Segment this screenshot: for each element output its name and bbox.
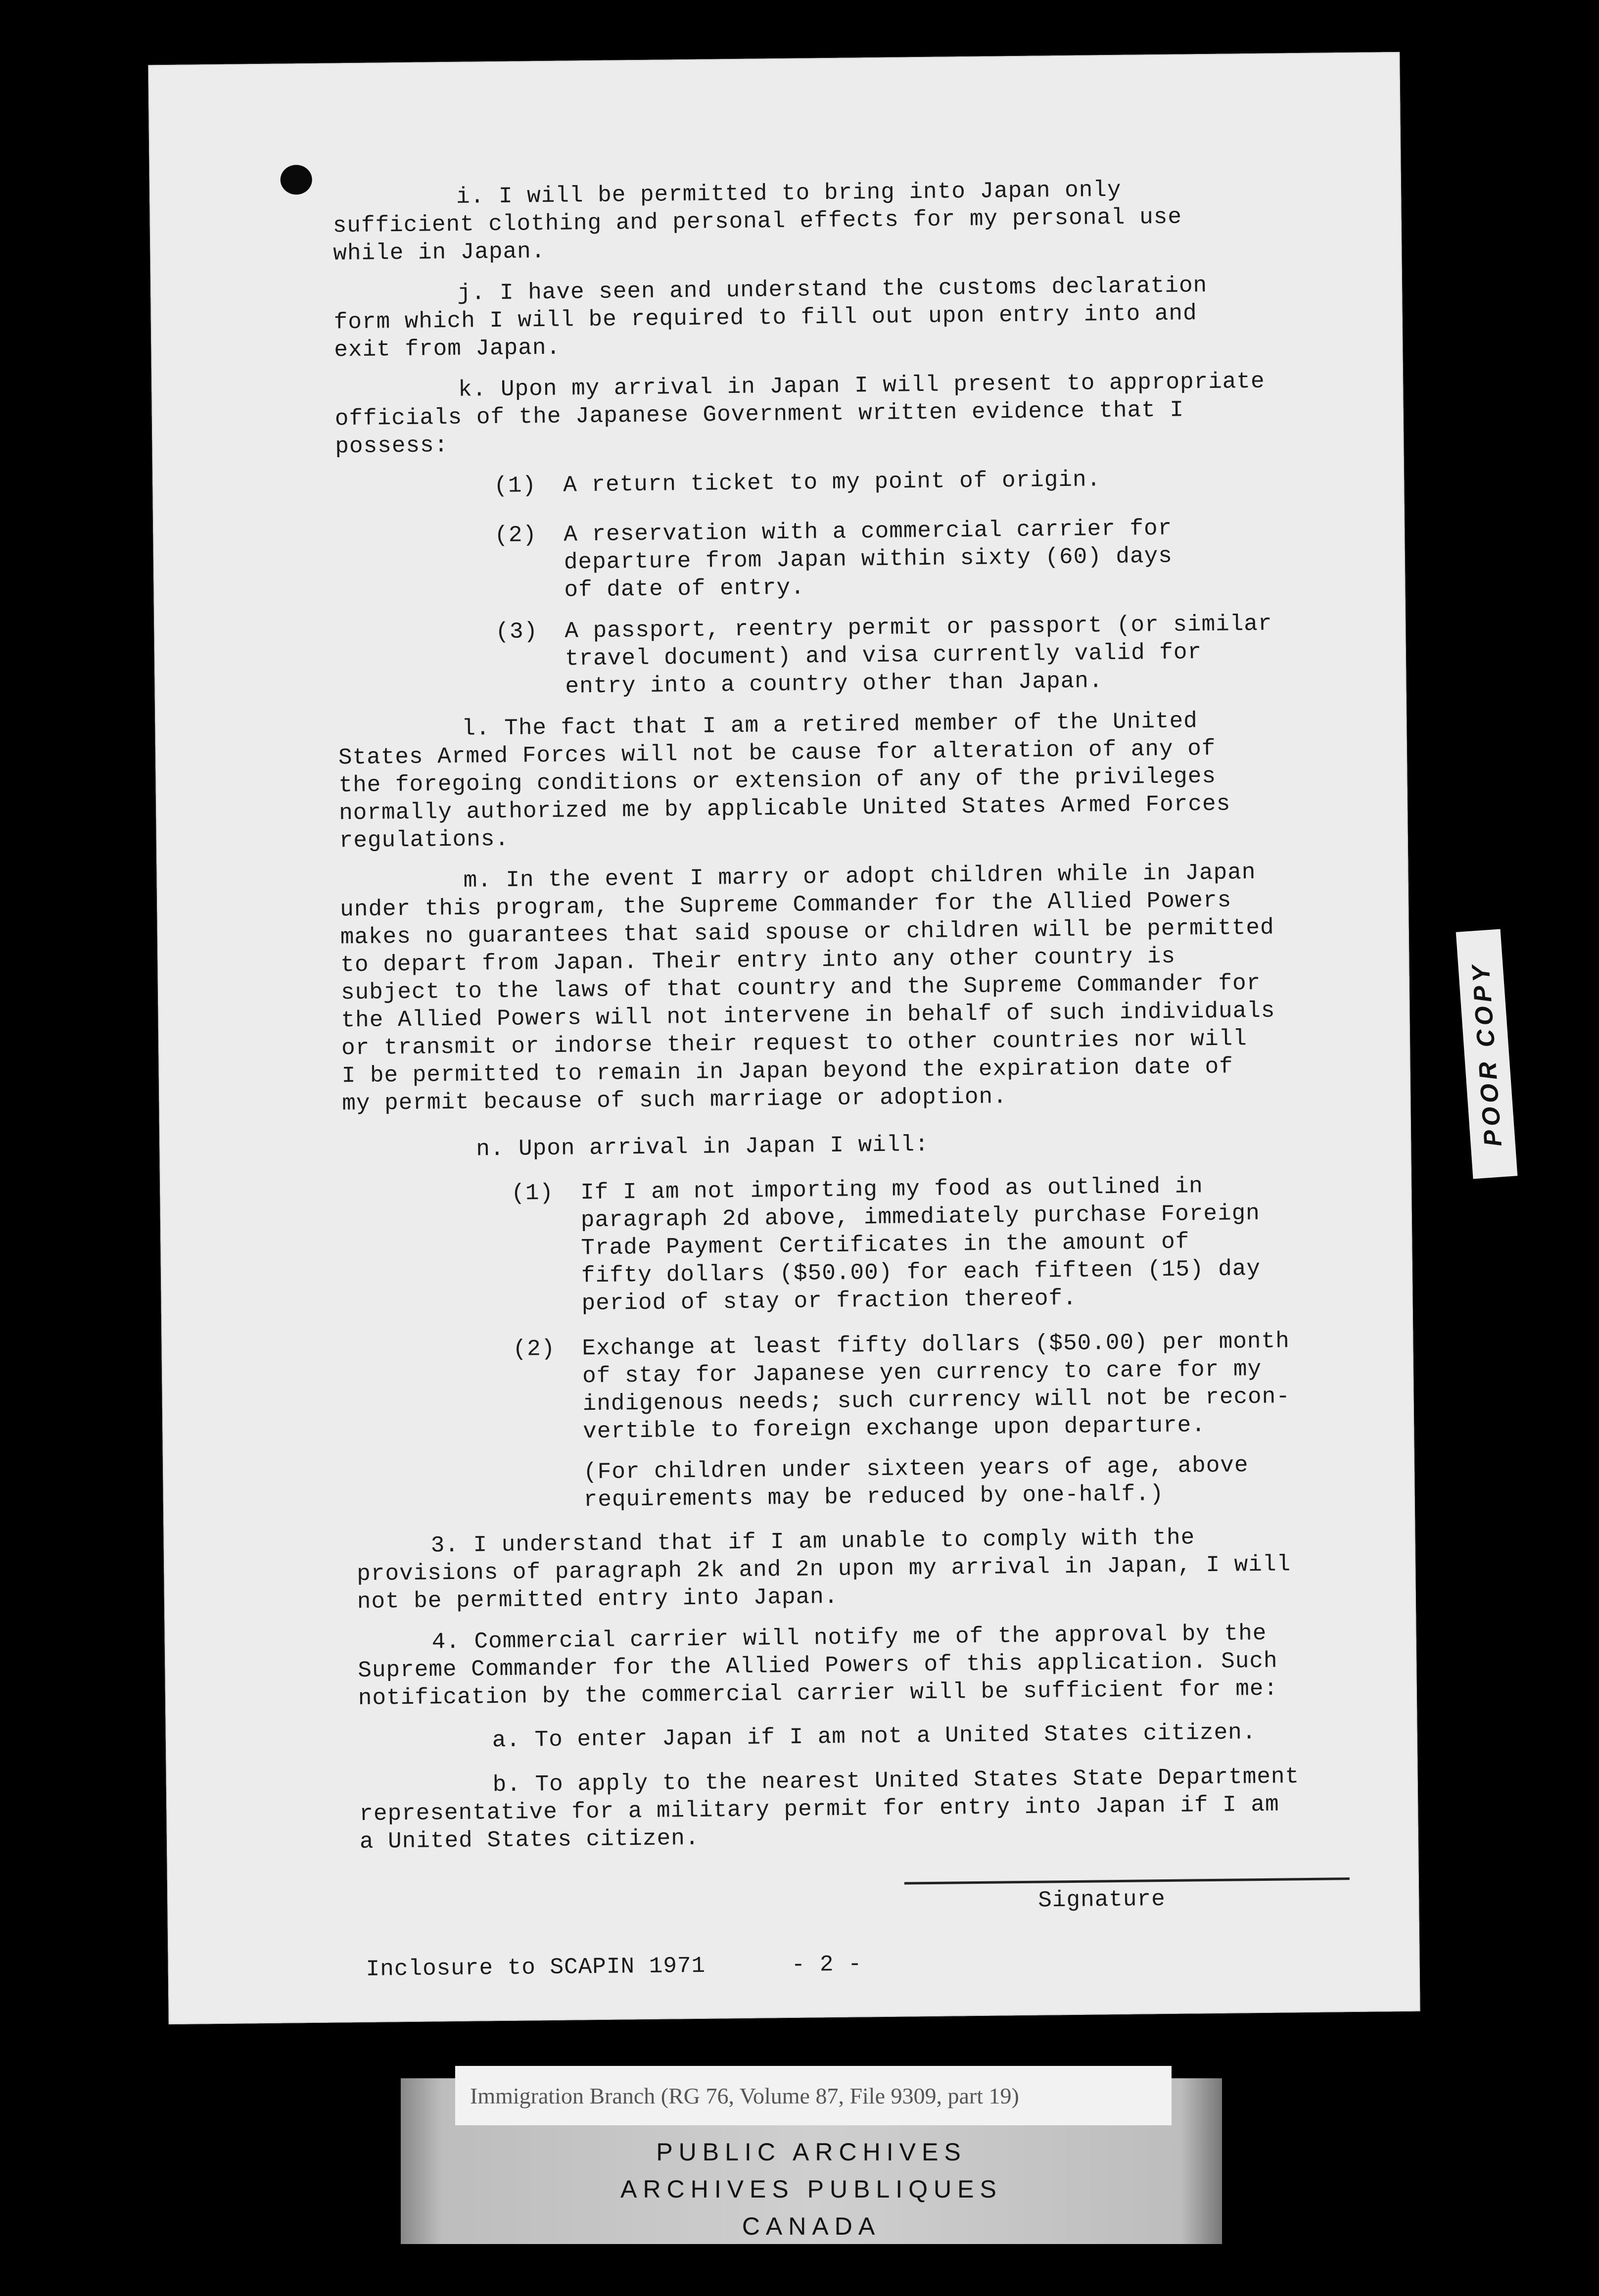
text-line: subject to the laws of that country and the Supreme Commander for	[340, 970, 1261, 1006]
text-line: n. Upon arrival in Japan I will:	[476, 1131, 929, 1162]
text-line: makes no guarantees that said spouse or children will be permitted	[340, 914, 1274, 951]
text-line: I be permitted to remain in Japan beyond the expiration date of	[341, 1053, 1234, 1089]
text-line: the Allied Powers will not intervene in behalf of such individuals	[341, 998, 1275, 1034]
archive-line-3: CANADA	[742, 2212, 881, 2240]
signature-label: Signature	[1038, 1886, 1166, 1913]
text-line: A passport, reentry permit or passport (or similar	[564, 611, 1272, 644]
text-line: Trade Payment Certificates in the amount of	[581, 1229, 1190, 1261]
text-line: requirements may be reduced by one-half.)	[583, 1481, 1164, 1513]
poor-copy-text: POOR COPY	[1466, 960, 1507, 1148]
text-line: k. Upon my arrival in Japan I will present to appropriate	[458, 368, 1265, 403]
text-line: 3. I understand that if I am unable to comply with the	[430, 1525, 1195, 1559]
text-line: Supreme Commander for the Allied Powers of this application. Such	[358, 1648, 1278, 1684]
text-line: A reservation with a commercial carrier for	[564, 515, 1173, 548]
text-line: period of stay or fraction thereof.	[581, 1285, 1077, 1317]
text-line: a. To enter Japan if I am not a United States citizen.	[492, 1720, 1257, 1754]
text-line: indigenous needs; such currency will not be recon-	[582, 1384, 1291, 1417]
text-line: or transmit or indorse their request to other countries nor will	[341, 1026, 1248, 1061]
document-page	[148, 52, 1420, 2024]
list-marker: (2)	[513, 1336, 556, 1362]
text-line: while in Japan.	[333, 238, 546, 267]
text-line: i. I will be permitted to bring into Japan only	[456, 177, 1122, 210]
text-line: of stay for Japanese yen currency to care for my	[582, 1356, 1262, 1389]
text-line: the foregoing conditions or extension of any of the privileges	[338, 763, 1217, 799]
text-line: A return ticket to my point of origin.	[563, 467, 1101, 498]
text-line: l. The fact that I am a retired member of the United	[462, 708, 1198, 742]
page-number: - 2 -	[791, 1951, 862, 1978]
inclosure-reference: Inclosure to SCAPIN 1971	[366, 1953, 706, 1982]
text-line: a United States citizen.	[359, 1825, 700, 1855]
text-line: Exchange at least fifty dollars ($50.00) per month	[582, 1328, 1290, 1362]
text-line: not be permitted entry into Japan.	[357, 1583, 839, 1615]
text-line: regulations.	[339, 826, 510, 854]
list-marker: (2)	[494, 522, 537, 549]
list-marker: (1)	[494, 473, 537, 499]
text-line: departure from Japan within sixty (60) days	[564, 543, 1173, 575]
text-line: sufficient clothing and personal effects for my personal use	[332, 204, 1182, 239]
text-line: (For children under sixteen years of age, above	[583, 1452, 1249, 1485]
text-line: representative for a military permit for entry into Japan if I am	[359, 1791, 1279, 1827]
text-line: b. To apply to the nearest United States State Department	[492, 1764, 1300, 1798]
text-line: If I am not importing my food as outlined in	[580, 1173, 1204, 1206]
list-marker: (3)	[495, 619, 538, 645]
punch-hole	[280, 165, 312, 195]
poor-copy-stamp	[1456, 929, 1518, 1179]
text-line: to depart from Japan. Their entry into any other country is	[340, 943, 1176, 978]
list-marker: (1)	[511, 1180, 554, 1206]
text-line: my permit because of such marriage or adoption.	[342, 1084, 1007, 1117]
text-line: j. I have seen and understand the customs declaration	[457, 272, 1208, 306]
text-line: States Armed Forces will not be cause for alteration of any of	[338, 735, 1216, 771]
text-line: normally authorized me by applicable United States Armed Forces	[338, 791, 1231, 826]
archive-reference-text: Immigration Branch (RG 76, Volume 87, File 9309, part 19)	[470, 2083, 1019, 2108]
text-line: form which I will be required to fill out upon entry into and	[333, 300, 1197, 335]
text-line: entry into a country other than Japan.	[565, 668, 1103, 700]
text-line: m. In the event I marry or adopt children while in Japan	[463, 859, 1256, 894]
archive-line-1: PUBLIC ARCHIVES	[656, 2138, 967, 2166]
text-line: vertible to foreign exchange upon departure.	[583, 1412, 1206, 1445]
text-line: notification by the commercial carrier will be sufficient for me:	[358, 1675, 1278, 1712]
text-line: officials of the Japanese Government written evidence that I	[334, 397, 1184, 432]
text-line: provisions of paragraph 2k and 2n upon my arrival in Japan, I will	[357, 1551, 1291, 1587]
text-line: fifty dollars ($50.00) for each fifteen (15) day	[581, 1255, 1261, 1289]
archive-reference-slip	[455, 2066, 1172, 2125]
text-line: under this program, the Supreme Commander for the Allied Powers	[339, 887, 1232, 923]
text-line: paragraph 2d above, immediately purchase Foreign	[580, 1200, 1261, 1234]
text-line: of date of entry.	[564, 574, 805, 603]
archive-line-2: ARCHIVES PUBLIQUES	[620, 2175, 1002, 2203]
text-line: travel document) and visa currently valid for	[564, 639, 1202, 672]
text-line: exit from Japan.	[334, 335, 561, 363]
signature-line	[904, 1877, 1350, 1884]
text-line: 4. Commercial carrier will notify me of the approval by the	[431, 1620, 1267, 1655]
text-line: possess:	[335, 432, 449, 460]
